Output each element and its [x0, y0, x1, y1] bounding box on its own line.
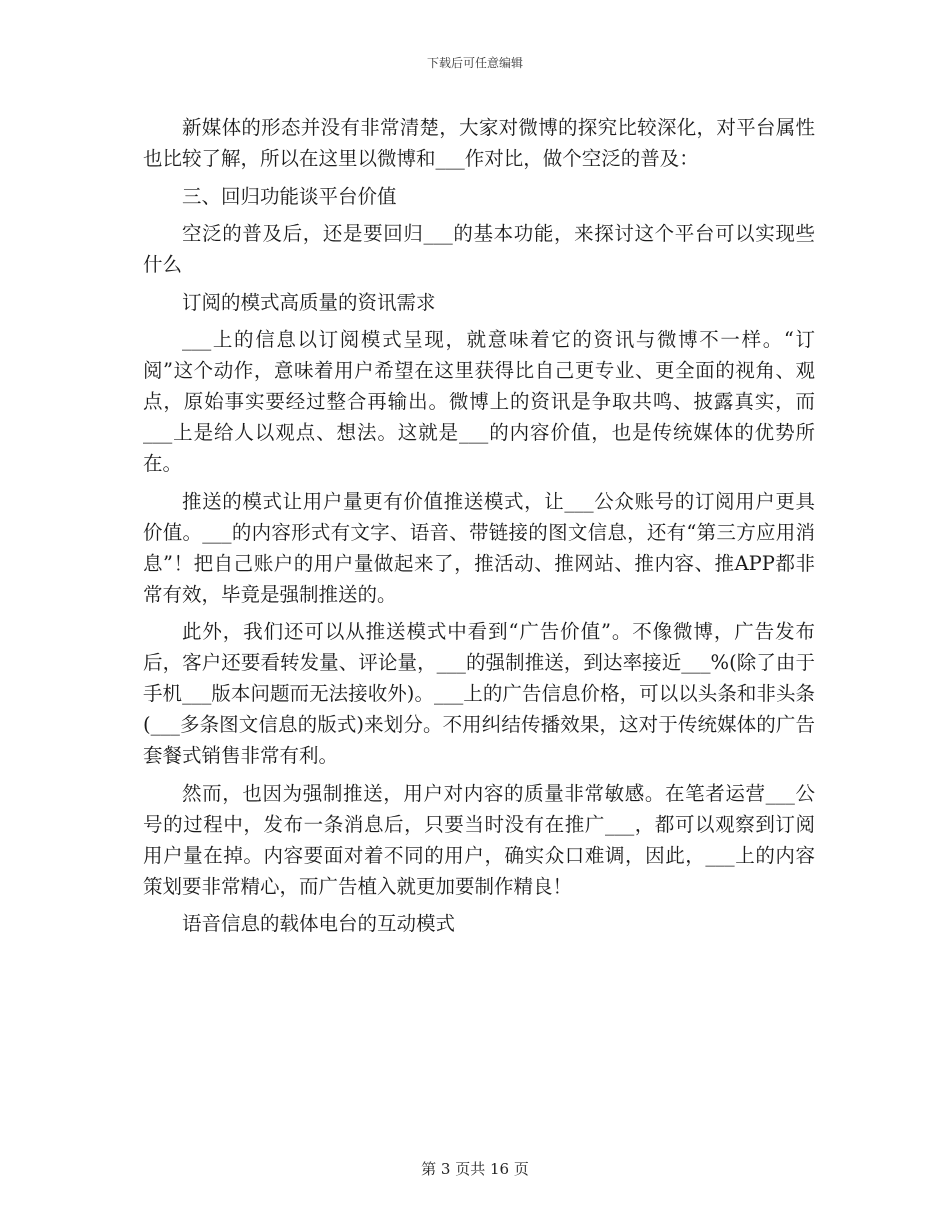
paragraph: 空泛的普及后，还是要回归___的基本功能，来探讨这个平台可以实现些什么: [143, 222, 815, 276]
page-footer: 第 3 页共 16 页: [421, 1160, 529, 1178]
section-heading: 三、回归功能谈平台价值: [182, 184, 397, 208]
paragraph: ___上的信息以订阅模式呈现，就意味着它的资讯与微博不一样。“订阅”这个动作，意味着用户希望在这里获得比自己更专业、更全面的视角、观点，原始事实要经过整合再输出。微博上的资讯是争取共鸣、披露真实，而___上是给人以观点、想法。这就是___的内容价值，也是传统媒体的优势所在。: [143, 328, 815, 475]
paragraph: 然而，也因为强制推送，用户对内容的质量非常敏感。在笔者运营___公号的过程中，发布一条消息后，只要当时没有在推广___，都可以观察到订阅用户量在掉。内容要面对着不同的用户，确实众口难调，因此，___上的内容策划要非常精心，而广告植入就更加要制作精良！: [143, 781, 815, 898]
page-header: 下载后可任意编辑: [426, 56, 523, 70]
subheading: 订阅的模式高质量的资讯需求: [182, 290, 436, 314]
paragraph: 推送的模式让用户量更有价值推送模式，让___公众账号的订阅用户更具价值。___的内容形式有文字、语音、带链接的图文信息，还有“第三方应用消息”！把自己账户的用户量做起来了，推活动、推网站、推内容、推APP都非常有效，毕竟是强制推送的。: [143, 489, 815, 606]
paragraph: 新媒体的形态并没有非常清楚，大家对微博的探究比较深化，对平台属性也比较了解，所以在这里以微博和___作对比，做个空泛的普及：: [143, 116, 815, 170]
paragraph: 此外，我们还可以从推送模式中看到“广告价值”。不像微博，广告发布后，客户还要看转发量、评论量，___的强制推送，到达率接近___%(除了由于手机___版本问题而无法接收外)。___上的广告信息价格，可以以头条和非头条(___多条图文信息的版式)来划分。不用纠结传播效果，这对于传统媒体的广告套餐式销售非常有利。: [143, 620, 815, 767]
document-body: [143, 112, 815, 946]
subheading: 语音信息的载体电台的互动模式: [182, 912, 456, 935]
